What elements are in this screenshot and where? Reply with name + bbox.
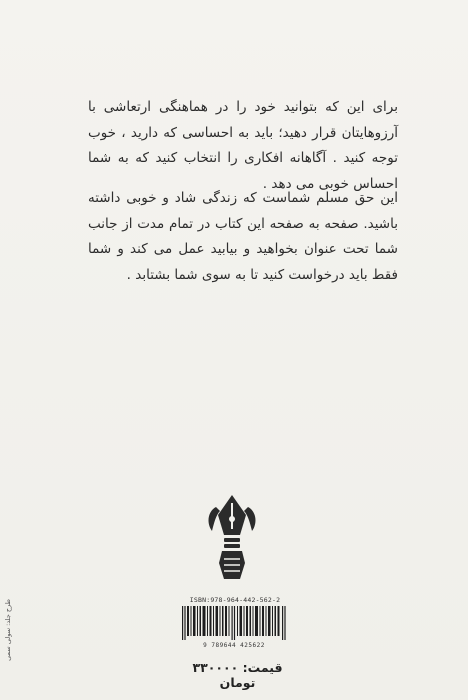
barcode — [182, 606, 286, 640]
cover-design-credit — [2, 585, 14, 675]
isbn-label: ISBN:978-964-442-562-2 — [189, 596, 281, 604]
barcode-number: 9 789644 425622 — [203, 642, 265, 649]
publisher-logo — [202, 493, 262, 583]
price-label: قیمت: ۳۳۰۰۰۰ تومان — [192, 660, 283, 690]
blurb-paragraph-2: این حق مسلم شماست که زندگی شاد و خوبی داشته باشید. صفحه به صفحه این کتاب در تمام مدت از جانب شما تحت عنوان بخواهید و بیابید عمل می کند و شما فقط باید درخواست کنید تا به سوی شما بشتابد . — [88, 190, 398, 283]
blurb-paragraph-1: برای این که بتوانید خود را در هماهنگی ارتعاشی با آرزوهایتان قرار دهید؛ باید به احساسی که دارید ، خوب توجه کنید . آگاهانه افکاری را انتخاب کنید که به شما احساس خوبی می دهد . — [88, 99, 398, 192]
cover-design-credit-text: طرح جلد: سولی سمی — [4, 599, 12, 661]
